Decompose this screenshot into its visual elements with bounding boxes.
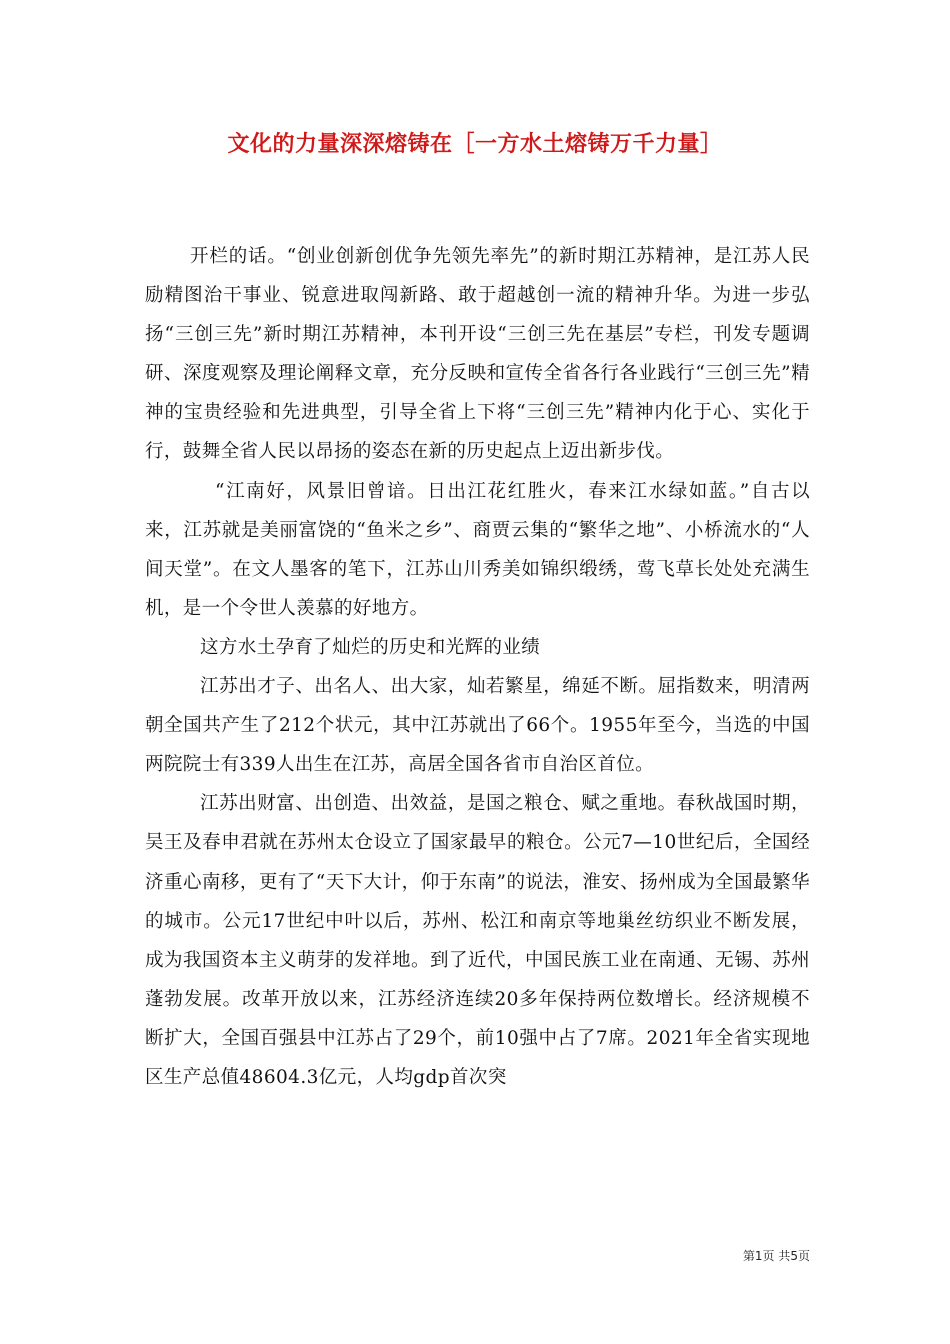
section-heading: 这方水土孕育了灿烂的历史和光辉的业绩	[200, 636, 541, 658]
paragraph-talent: 江苏出才子、出名人、出大家，灿若繁星，绵延不断。屈指数来，明清两朝全国共产生了212个状元，其中江苏就出了66个。1955年至今，当选的中国两院院士有339人出生在江苏，高居全国各省市自治区首位。	[145, 676, 810, 776]
document-title: 文化的力量深深熔铸在［一方水土熔铸万千力量］	[227, 131, 723, 157]
paragraph-intro: 开栏的话。“创业创新创优争先领先率先”的新时期江苏精神，是江苏人民励精图治干事业、锐意进取闯新路、敢于超越创一流的精神升华。为进一步弘扬“三创三先”新时期江苏精神，本刊开设“三创三先在基层”专栏，刊发专题调研、深度观察及理论阐释文章，充分反映和宣传全省各行各业践行“三创三先”精神的宝贵经验和先进典型，引导全省上下将“三创三先”精神内化于心、实化于行，鼓舞全省人民以昂扬的姿态在新的历史起点上迈出新步伐。	[145, 246, 810, 463]
paragraph-wealth: 江苏出财富、出创造、出效益，是国之粮仓、赋之重地。春秋战国时期，吴王及春申君就在苏州太仓设立了国家最早的粮仓。公元7—10世纪后，全国经济重心南移，更有了“天下大计，仰于东南”的说法，淮安、扬州成为全国最繁华的城市。公元17世纪中叶以后，苏州、松江和南京等地巢丝纺织业不断发展，成为我国资本主义萌芽的发祥地。到了近代，中国民族工业在南通、无锡、苏州蓬勃发展。改革开放以来，江苏经济连续20多年保持两位数增长。经济规模不断扩大，全国百强县中江苏占了29个，前10强中占了7席。2021年全省实现地区生产总值48604.3亿元，人均gdp首次突	[145, 793, 810, 1088]
page-number: 第1页 共5页	[742, 1249, 810, 1263]
document-body	[145, 237, 810, 1097]
paragraph-jiangnan: “江南好，风景旧曾谙。日出江花红胜火，春来江水绿如蓝。”自古以来，江苏就是美丽富饶的“鱼米之乡”、商贾云集的“繁华之地”、小桥流水的“人间天堂”。在文人墨客的笔下，江苏山川秀美如锦织缎绣，莺飞草长处处充满生机，是一个令世人羡慕的好地方。	[145, 480, 810, 619]
